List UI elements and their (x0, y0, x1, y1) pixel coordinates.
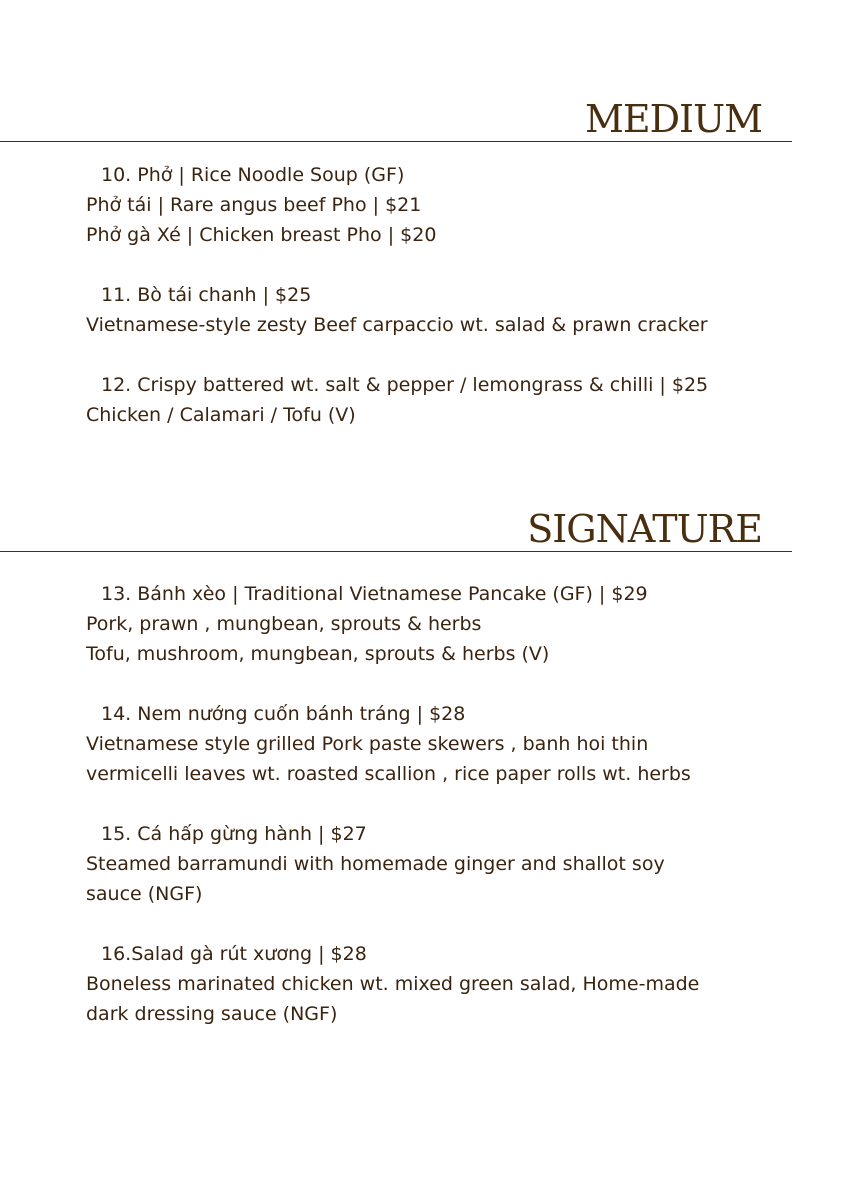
menu-item (86, 280, 806, 340)
menu-item-title: 11. Bò tái chanh | $25 (101, 284, 312, 306)
menu-item-line: Phở tái | Rare angus beef Pho | $21 (86, 194, 422, 216)
section-heading: SIGNATURE (527, 507, 762, 551)
menu-item-title: 12. Crispy battered wt. salt & pepper / lemongrass & chilli | $25 (101, 374, 709, 396)
menu-item (86, 819, 806, 909)
menu-item-title: 16.Salad gà rút xương | $28 (101, 943, 367, 965)
menu-items (86, 579, 806, 1059)
menu-item-line: Chicken / Calamari / Tofu (V) (86, 404, 356, 426)
menu-item-title: 15. Cá hấp gừng hành | $27 (101, 823, 367, 845)
menu-item-line: sauce (NGF) (86, 883, 203, 905)
menu-item-line: Boneless marinated chicken wt. mixed green salad, Home-made (86, 973, 700, 995)
menu-item-line: Vietnamese style grilled Pork paste skewers , banh hoi thin (86, 733, 649, 755)
menu-item-title: 14. Nem nướng cuốn bánh tráng | $28 (101, 703, 466, 725)
menu-item-line: Pork, prawn , mungbean, sprouts & herbs (86, 613, 482, 635)
menu-item-line: dark dressing sauce (NGF) (86, 1003, 338, 1025)
menu-item-line: Vietnamese-style zesty Beef carpaccio wt. salad & prawn cracker (86, 314, 708, 336)
menu-item-line: Steamed barramundi with homemade ginger and shallot soy (86, 853, 665, 875)
menu-item-title: 10. Phở | Rice Noodle Soup (GF) (101, 164, 405, 186)
section-heading: MEDIUM (584, 97, 762, 141)
menu-item-line: Tofu, mushroom, mungbean, sprouts & herbs (V) (86, 643, 550, 665)
menu-item (86, 699, 806, 789)
section-divider (0, 551, 792, 552)
menu-item (86, 939, 806, 1029)
menu-items (86, 160, 806, 460)
menu-item-title: 13. Bánh xèo | Traditional Vietnamese Pancake (GF) | $29 (101, 583, 648, 605)
menu-item (86, 579, 806, 669)
menu-item-line: vermicelli leaves wt. roasted scallion , rice paper rolls wt. herbs (86, 763, 691, 785)
menu-item (86, 160, 806, 250)
menu-item-line: Phở gà Xé | Chicken breast Pho | $20 (86, 224, 437, 246)
section-divider (0, 141, 792, 142)
menu-item (86, 370, 806, 430)
